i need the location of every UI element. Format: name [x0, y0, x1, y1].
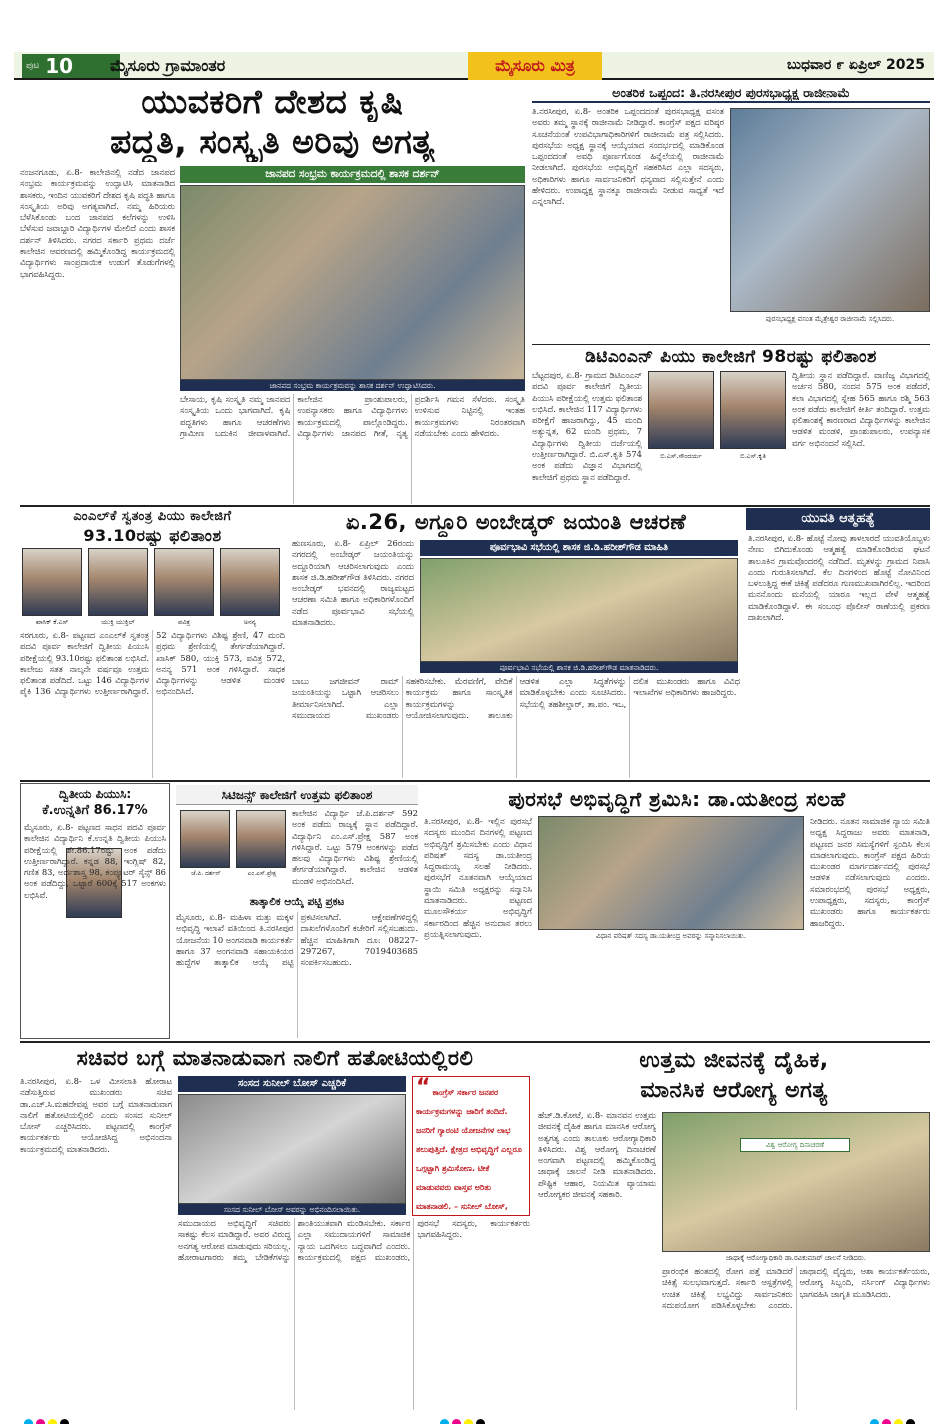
quote-mark-icon: “ [416, 1076, 431, 1100]
story5-body-left: ಹುಣಸೂರು, ಏ.8- ಏಪ್ರಿಲ್ 26ರಂದು ನಗರದಲ್ಲಿ ಅಂಬೇಡ್ಕರ್ ಜಯಂತಿಯನ್ನು ಅದ್ದೂರಿಯಾಗಿ ಆಚರಿಸಲಾಗುವುದು ಎಂದು ಶಾಸಕ ಜಿ.ಡಿ.ಹರೀಶ್‌ಗೌಡ ತಿಳಿಸಿದರು. ನಗರದ ಅಂಬೇಡ್ಕರ್ ಭವನದಲ್ಲಿ ರಾಜ್ಯಮಟ್ಟದ ಆಚರಣಾ ಸಮಿತಿ ಹಾಗೂ ಅಧಿಕಾರಿಗಳೊಂದಿಗೆ ನಡೆದ ಪೂರ್ವಭಾವಿ ಸಭೆಯಲ್ಲಿ ಮಾತನಾಡಿದರು. [292, 538, 414, 628]
page-number: 10 [45, 54, 74, 78]
story10-headline: ಪುರಸಭೆ ಅಭಿವೃದ್ಧಿಗೆ ಶ್ರಮಿಸಿ: ಡಾ.ಯತೀಂದ್ರ ಸಲಹೆ [508, 787, 846, 811]
story2-body: ತಿ.ನರಸೀಪುರ, ಏ.8- ಅಂತರಿಕ ಒಪ್ಪಂದದಂತೆ ಪುರಸಭಾಧ್ಯಕ್ಷ ವಸಂತ ಅವರು ತಮ್ಮ ಸ್ಥಾನಕ್ಕೆ ರಾಜೀನಾಮೆ ನೀಡಿದ್ದಾರೆ. ಕಾಂಗ್ರೆಸ್ ಪಕ್ಷದ ವರಿಷ್ಠರ ಸೂಚನೆಯಂತೆ ಉಪವಿಭಾಗಾಧಿಕಾರಿಗಳಿಗೆ ರಾಜೀನಾಮೆ ಪತ್ರ ಸಲ್ಲಿಸಿದರು. ಪುರಸಭೆಯ ಅಧ್ಯಕ್ಷ ಸ್ಥಾನಕ್ಕೆ ಆಯ್ಕೆಯಾದ ಸಂದರ್ಭದಲ್ಲಿ ಮಾಡಿಕೊಂಡ ಒಪ್ಪಂದದಂತೆ ಅವಧಿ ಪೂರ್ಣಗೊಂಡ ಹಿನ್ನೆಲೆಯಲ್ಲಿ ರಾಜೀನಾಮೆ ನೀಡಲಾಗಿದೆ. ಪುರಸಭೆಯ ಅಭಿವೃದ್ಧಿಗೆ ಸಹಕರಿಸಿದ ಎಲ್ಲಾ ಸದಸ್ಯರು, ಅಧಿಕಾರಿಗಳು ಹಾಗೂ ಸಾರ್ವಜನಿಕರಿಗೆ ಧನ್ಯವಾದ ಸಲ್ಲಿಸುತ್ತೇನೆ ಎಂದು ಹೇಳಿದರು. ಉಪಾಧ್ಯಕ್ಷ ಸ್ಥಾನಕ್ಕೂ ರಾಜೀನಾಮೆ ನೀಡುವ ಸಾಧ್ಯತೆ ಇದೆ ಎನ್ನಲಾಗಿದೆ. [532, 106, 724, 207]
story2-photo-caption: ಪುರಸಭಾಧ್ಯಕ್ಷ ವಸಂತ ಮೈತ್ರೇಶ್ವರ ರಾಜೀನಾಮೆ ಸಲ್ಲಿಸಿದರು. [765, 315, 895, 323]
story3-portrait-2 [720, 371, 786, 449]
story1-subhead: ಜಾನಪದ ಸಂಭ್ರಮ ಕಾರ್ಯಕ್ರಮದಲ್ಲಿ ಶಾಸಕ ದರ್ಶನ್ [180, 166, 525, 183]
story8-portrait-1 [180, 810, 230, 868]
story10-photo-caption: ವಿಧಾನ ಪರಿಷತ್ ಸದಸ್ಯ ಡಾ.ಯತೀಂದ್ರ ಅವರನ್ನು ಸನ್ಮಾನಿಸಲಾಯಿತು. [596, 932, 746, 940]
story4-name-2: ಯುಕ್ತಿ ಯುಕ್ತಿಲ್ [101, 618, 135, 626]
story4-portrait-1 [22, 548, 82, 616]
story3-portrait-1 [648, 371, 714, 449]
page-number-box [22, 54, 120, 78]
story12-headline-line2: ಮಾನಸಿಕ ಆರೋಗ್ಯ ಅಗತ್ಯ [640, 1078, 828, 1103]
story12-banner-text: ವಿಶ್ವ ಆರೋಗ್ಯ ದಿನಾಚರಣೆ [765, 1141, 825, 1149]
story8-portrait-2 [236, 810, 286, 868]
story1-photo-caption: ಜಾನಪದ ಸಂಭ್ರಮ ಕಾರ್ಯಕ್ರಮವನ್ನು ಶಾಸಕ ದರ್ಶನ್ ಉದ್ಘಾಟಿಸಿದರು. [180, 380, 525, 391]
story2-headline: ಅಂತರಿಕ ಒಪ್ಪಂದ: ತಿ.ನರಸೀಪುರ ಪುರಸಭಾಧ್ಯಕ್ಷ ರಾಜೀನಾಮೆ [532, 83, 930, 103]
issue-date: ಬುಧವಾರ ೯ ಏಪ್ರಿಲ್ 2025 [787, 57, 925, 73]
story4-headline-line1: ಎಂಎಲ್‌ಕೆ ಸ್ವತಂತ್ರ ಪಿಯು ಕಾಲೇಜಿಗೆ [73, 509, 232, 524]
story12-body-left: ಹೆಚ್.ಡಿ.ಕೋಟೆ, ಏ.8- ಮಾನವನ ಉತ್ತಮ ಜೀವನಕ್ಕೆ ದೈಹಿಕ ಹಾಗೂ ಮಾನಸಿಕ ಆರೋಗ್ಯ ಅತ್ಯಗತ್ಯ ಎಂದು ತಾಲೂಕು ಆರೋಗ್ಯಾಧಿಕಾರಿ ತಿಳಿಸಿದರು. ವಿಶ್ವ ಆರೋಗ್ಯ ದಿನಾಚರಣೆ ಅಂಗವಾಗಿ ಪಟ್ಟಣದಲ್ಲಿ ಹಮ್ಮಿಕೊಂಡಿದ್ದ ಜಾಥಾಕ್ಕೆ ಚಾಲನೆ ನೀಡಿ ಮಾತನಾಡಿದರು. ಪೌಷ್ಟಿಕ ಆಹಾರ, ನಿಯಮಿತ ವ್ಯಾಯಾಮ ಆರೋಗ್ಯಕರ ಜೀವನಕ್ಕೆ ಸಹಕಾರಿ. [538, 1110, 656, 1200]
story10-body-left: ತಿ.ನರಸೀಪುರ, ಏ.8- ಇಲ್ಲಿನ ಪುರಸಭೆ ಸದಸ್ಯರು ಮುಂದಿನ ದಿನಗಳಲ್ಲಿ ಪಟ್ಟಣದ ಅಭಿವೃದ್ಧಿಗೆ ಶ್ರಮಿಸಬೇಕು ಎಂದು ವಿಧಾನ ಪರಿಷತ್ ಸದಸ್ಯ ಡಾ.ಯತೀಂದ್ರ ಸಿದ್ದರಾಮಯ್ಯ ಸಲಹೆ ನೀಡಿದರು. ಪುರಸಭೆಗೆ ನೂತನವಾಗಿ ಆಯ್ಕೆಯಾದ ಸ್ಥಾಯಿ ಸಮಿತಿ ಅಧ್ಯಕ್ಷರನ್ನು ಸನ್ಮಾನಿಸಿ ಮಾತನಾಡಿದರು. ಪಟ್ಟಣದ ಮೂಲಸೌಕರ್ಯ ಅಭಿವೃದ್ಧಿಗೆ ಸರ್ಕಾರದಿಂದ ಹೆಚ್ಚಿನ ಅನುದಾನ ತರಲು ಪ್ರಯತ್ನಿಸಲಾಗುವುದು. [424, 816, 532, 939]
story12-photo-caption: ಜಾಥಾಕ್ಕೆ ಆರೋಗ್ಯಾಧಿಕಾರಿ ಡಾ.ರವಿಕುಮಾರ್ ಚಾಲನೆ ನೀಡಿದರು. [725, 1254, 867, 1262]
story5-photo [420, 558, 738, 662]
story4-headline-line2: 93.10ರಷ್ಟು ಫಲಿತಾಂಶ [83, 526, 222, 545]
story1-headline-line1: ಯುವಕರಿಗೆ ದೇಶದ ಕೃಷಿ [141, 82, 404, 121]
story3-body-right: ದ್ವಿತೀಯ ಸ್ಥಾನ ಪಡೆದಿದ್ದಾರೆ. ವಾಣಿಜ್ಯ ವಿಭಾಗದಲ್ಲಿ ಅರ್ಚನ 580, ನಂದನ 575 ಅಂಕ ಪಡೆದರೆ, ಕಲಾ ವಿಭಾಗದಲ್ಲಿ ಸ್ನೇಹ 565 ಹಾಗೂ ರಶ್ಮಿ 563 ಅಂಕ ಪಡೆದು ಕಾಲೇಜಿಗೆ ಕೀರ್ತಿ ತಂದಿದ್ದಾರೆ. ಉತ್ತಮ ಫಲಿತಾಂಶಕ್ಕೆ ಕಾರಣರಾದ ವಿದ್ಯಾರ್ಥಿಗಳನ್ನು ಕಾಲೇಜಿನ ಆಡಳಿತ ಮಂಡಳಿ, ಪ್ರಾಂಶುಪಾಲರು, ಉಪನ್ಯಾಸಕ ವರ್ಗ ಅಭಿನಂದನೆ ಸಲ್ಲಿಸಿದೆ. [792, 370, 930, 448]
story9-headline: ತಾತ್ಕಾಲಿಕ ಆಯ್ಕೆ ಪಟ್ಟಿ ಪ್ರಕಟ [249, 896, 345, 908]
story4-name-3: ಪವಿತ್ರ [177, 618, 191, 626]
registration-marks-left [24, 1413, 72, 1424]
story1-body-left: ನಂಜನಗೂಡು, ಏ.8- ಕಾಲೇಜಿನಲ್ಲಿ ನಡೆದ ಜಾನಪದ ಸಂಭ್ರಮ ಕಾರ್ಯಕ್ರಮವನ್ನು ಉದ್ಘಾಟಿಸಿ ಮಾತನಾಡಿದ ಶಾಸಕರು, ಇಂದಿನ ಯುವಕರಿಗೆ ದೇಶದ ಕೃಷಿ ಪದ್ಧತಿ ಹಾಗೂ ಸಂಸ್ಕೃತಿಯ ಅರಿವು ಅಗತ್ಯವಾಗಿದೆ. ನಮ್ಮ ಹಿರಿಯರು ಬೆಳೆಸಿಕೊಂಡು ಬಂದ ಜಾನಪದ ಕಲೆಗಳನ್ನು ಉಳಿಸಿ ಬೆಳೆಸುವ ಜವಾಬ್ದಾರಿ ವಿದ್ಯಾರ್ಥಿಗಳ ಮೇಲಿದೆ ಎಂದು ಶಾಸಕ ದರ್ಶನ್ ತಿಳಿಸಿದರು. ನಗರದ ಸರ್ಕಾರಿ ಪ್ರಥಮ ದರ್ಜೆ ಕಾಲೇಜಿನ ಆವರಣದಲ್ಲಿ ಹಮ್ಮಿಕೊಂಡಿದ್ದ ಕಾರ್ಯಕ್ರಮದಲ್ಲಿ ವಿದ್ಯಾರ್ಥಿಗಳು ಸಾಂಪ್ರದಾಯಿಕ ಉಡುಗೆ ತೊಡುಗೆಗಳಲ್ಲಿ ಭಾಗವಹಿಸಿದ್ದರು. [20, 167, 175, 279]
story3-body-left: ಬೆಟ್ಟದಪುರ, ಏ.8- ಗ್ರಾಮದ ಡಿಟಿಎಂಎನ್ ಪದವಿ ಪೂರ್ವ ಕಾಲೇಜಿಗೆ ದ್ವಿತೀಯ ಪಿಯುಸಿ ಪರೀಕ್ಷೆಯಲ್ಲಿ ಉತ್ತಮ ಫಲಿತಾಂಶ ಲಭಿಸಿದೆ. ಕಾಲೇಜಿನ 117 ವಿದ್ಯಾರ್ಥಿಗಳು ಪರೀಕ್ಷೆಗೆ ಹಾಜರಾಗಿದ್ದು, 45 ಮಂದಿ ಅತ್ಯುನ್ನತ, 62 ಮಂದಿ ಪ್ರಥಮ, 7 ವಿದ್ಯಾರ್ಥಿಗಳು ದ್ವಿತೀಯ ದರ್ಜೆಯಲ್ಲಿ ಉತ್ತೀರ್ಣರಾಗಿದ್ದಾರೆ. ಬಿ.ಎಸ್.ಕೃತಿ 574 ಅಂಕ ಪಡೆದು ವಿಜ್ಞಾನ ವಿಭಾಗದಲ್ಲಿ ಕಾಲೇಜಿಗೆ ಪ್ರಥಮ ಸ್ಥಾನ ಪಡೆದಿದ್ದಾರೆ. [532, 370, 642, 482]
story3-headline: ಡಿಟಿಎಂಎನ್ ಪಿಯು ಕಾಲೇಜಿಗೆ 98ರಷ್ಟು ಫಲಿತಾಂಶ [585, 347, 877, 367]
story2-photo [730, 108, 930, 312]
story5-subhead: ಪೂರ್ವಭಾವಿ ಸಭೆಯಲ್ಲಿ ಶಾಸಕ ಜಿ.ಡಿ.ಹರೀಶ್‌ಗೌಡ ಮಾಹಿತಿ [489, 542, 669, 553]
story11-photo-caption: ಸಂಸದ ಸುನೀಲ್ ಬೋಸ್ ಅವರನ್ನು ಅಭಿನಂದಿಸಲಾಯಿತು. [178, 1204, 406, 1215]
story9-body: ಮೈಸೂರು, ಏ.8- ಮಹಿಳಾ ಮತ್ತು ಮಕ್ಕಳ ಅಭಿವೃದ್ಧಿ ಇಲಾಖೆ ವತಿಯಿಂದ ತಿ.ನರಸೀಪುರ ಯೋಜನೆಯ 10 ಅಂಗನವಾಡಿ ಕಾರ್ಯಕರ್ತೆ ಹಾಗೂ 37 ಅಂಗನವಾಡಿ ಸಹಾಯಕಿಯರ ಹುದ್ದೆಗಳ ತಾತ್ಕಾಲಿಕ ಆಯ್ಕೆ ಪಟ್ಟಿ ಪ್ರಕಟಿಸಲಾಗಿದೆ. ಆಕ್ಷೇಪಣೆಗಳಿದ್ದಲ್ಲಿ ದಾಖಲೆಗಳೊಂದಿಗೆ ಕಚೇರಿಗೆ ಸಲ್ಲಿಸಬಹುದು. ಹೆಚ್ಚಿನ ಮಾಹಿತಿಗಾಗಿ ದೂ: 08227-297267, 7019403685 ಸಂಪರ್ಕಿಸಬಹುದು. [176, 912, 418, 968]
story4-portrait-3 [154, 548, 214, 616]
story7-body: ಮೈಸೂರು, ಏ.8- ಪಟ್ಟಣದ ಸಾಧನ ಪದವಿ ಪೂರ್ವ ಕಾಲೇಜಿನ ವಿದ್ಯಾರ್ಥಿನಿ ಕೆ.ಉನ್ನತಿ ದ್ವಿತೀಯ ಪಿಯುಸಿ ಪರೀಕ್ಷೆಯಲ್ಲಿ ಶೇ.86.17ರಷ್ಟು ಅಂಕ ಪಡೆದು ಉತ್ತೀರ್ಣರಾಗಿದ್ದಾರೆ. ಕನ್ನಡ 88, ಇಂಗ್ಲಿಷ್ 82, ಗಣಿತ 83, ಅರ್ಥಶಾಸ್ತ್ರ 98, ಕಂಪ್ಯೂಟರ್ ಸೈನ್ಸ್ 86 ಅಂಕ ಪಡೆದಿದ್ದು, ಒಟ್ಟಾರೆ 600ಕ್ಕೆ 517 ಅಂಕಗಳು ಲಭಿಸಿವೆ. [24, 822, 166, 900]
story8-caption-2: ಎಂ.ಎಸ್.ಪ್ರೇಕ್ಷ [247, 870, 277, 877]
story4-portrait-2 [88, 548, 148, 616]
story3-caption-2: ಬಿ.ಎಸ್.ಕೃತಿ [740, 452, 766, 460]
story5-headline: ಏ.26, ಅಗ್ದೂರಿ ಅಂಬೇಡ್ಕರ್ ಜಯಂತಿ ಆಚರಣೆ [345, 510, 687, 534]
story11-body-top: ತಿ.ನರಸೀಪುರ, ಏ.8- ಒಳ ಮೀಸಲಾತಿ ಹೋರಾಟ ನಡೆಸುತ್ತಿರುವ ಮುಖಂಡರು ಸಚಿವ ಡಾ.ಎಚ್.ಸಿ.ಮಹದೇವಪ್ಪ ಅವರ ಬಗ್ಗೆ ಮಾತನಾಡುವಾಗ ನಾಲಿಗೆ ಹತೋಟಿಯಲ್ಲಿರಲಿ ಎಂದು ಸಂಸದ ಸುನೀಲ್ ಬೋಸ್ ಎಚ್ಚರಿಸಿದರು. ಪಟ್ಟಣದಲ್ಲಿ ಕಾಂಗ್ರೆಸ್ ಕಾರ್ಯಕರ್ತರು ಆಯೋಜಿಸಿದ್ದ ಅಭಿನಂದನಾ ಕಾರ್ಯಕ್ರಮದಲ್ಲಿ ಮಾತನಾಡಿದರು. [20, 1076, 172, 1154]
section-title: ಮೈಸೂರು ಗ್ರಾಮಾಂತರ [110, 56, 226, 75]
page-label: ಪುಟ [26, 61, 40, 71]
story12-headline-line1: ಉತ್ತಮ ಜೀವನಕ್ಕೆ ದೈಹಿಕ, [639, 1048, 829, 1073]
story11-subhead: ಸಂಸದ ಸುನೀಲ್ ಬೋಸ್ ಎಚ್ಚರಿಕೆ [178, 1076, 406, 1092]
story4-portrait-4 [220, 548, 280, 616]
masthead-title: ಮೈಸೂರು ಮಿತ್ರ [495, 56, 575, 75]
story11-quote-box [412, 1076, 530, 1216]
story11-quote: ಕಾಂಗ್ರೆಸ್ ಸರ್ಕಾರ ಜನಪರ ಕಾರ್ಯಕ್ರಮಗಳನ್ನು ಜಾರಿಗೆ ತಂದಿದೆ. ಜನರಿಗೆ ಗ್ಯಾರಂಟಿ ಯೋಜನೆಗಳ ಲಾಭ ತಲುಪುತ್ತಿದೆ. ಕ್ಷೇತ್ರದ ಅಭಿವೃದ್ಧಿಗೆ ಎಲ್ಲರೂ ಒಗ್ಗಟ್ಟಾಗಿ ಶ್ರಮಿಸೋಣ. ಟೀಕೆ ಮಾಡುವವರು ವಾಸ್ತವ ಅರಿತು ಮಾತನಾಡಲಿ. – ಸುನೀಲ್ ಬೋಸ್, [416, 1088, 522, 1211]
story1-headline-line2: ಪದ್ಧತಿ, ಸಂಸ್ಕೃತಿ ಅರಿವು ಅಗತ್ಯ [110, 122, 435, 161]
story10-body-right: ನೀಡಿದರು. ನೂತನ ಸಾಮಾಜಿಕ ನ್ಯಾಯ ಸಮಿತಿ ಅಧ್ಯಕ್ಷ ಸಿದ್ದರಾಜು ಅವರು ಮಾತನಾಡಿ, ಪಟ್ಟಣದ ಜನರ ಸಮಸ್ಯೆಗಳಿಗೆ ಸ್ಪಂದಿಸಿ ಕೆಲಸ ಮಾಡಲಾಗುವುದು. ಕಾಂಗ್ರೆಸ್ ಪಕ್ಷದ ಹಿರಿಯ ಮುಖಂಡರ ಮಾರ್ಗದರ್ಶನದಲ್ಲಿ ಪುರಸಭೆ ಆಡಳಿತ ನಡೆಸಲಾಗುವುದು ಎಂದರು. ಸಮಾರಂಭದಲ್ಲಿ ಪುರಸಭೆ ಅಧ್ಯಕ್ಷರು, ಉಪಾಧ್ಯಕ್ಷರು, ಸದಸ್ಯರು, ಕಾಂಗ್ರೆಸ್ ಮುಖಂಡರು ಹಾಗೂ ಕಾರ್ಯಕರ್ತರು ಹಾಜರಿದ್ದರು. [810, 816, 930, 928]
story8-headline: ಸಿಟಿಜನ್ಸ್ ಕಾಲೇಜಿಗೆ ಉತ್ತಮ ಫಲಿತಾಂಶ [176, 785, 418, 805]
story6-headline: ಯುವತಿ ಆತ್ಮಹತ್ಯೆ [746, 508, 930, 530]
divider [20, 780, 930, 782]
story8-caption-1: ಜೆ.ಪಿ. ದರ್ಶನ್ [191, 870, 221, 877]
story6-body: ತಿ.ನರಸೀಪುರ, ಏ.8- ಹೊಟ್ಟೆ ನೋವು ತಾಳಲಾರದೆ ಯುವತಿಯೊಬ್ಬಳು ನೇಣು ಬಿಗಿದುಕೊಂಡು ಆತ್ಮಹತ್ಯೆ ಮಾಡಿಕೊಂಡಿರುವ ಘಟನೆ ತಾಲೂಕಿನ ಗ್ರಾಮವೊಂದರಲ್ಲಿ ನಡೆದಿದೆ. ಮೃತಳನ್ನು ಗ್ರಾಮದ ನಿವಾಸಿ ಎಂದು ಗುರುತಿಸಲಾಗಿದೆ. ಕೆಲ ದಿನಗಳಿಂದ ಹೊಟ್ಟೆ ನೋವಿನಿಂದ ಬಳಲುತ್ತಿದ್ದ ಈಕೆ ಚಿಕಿತ್ಸೆ ಪಡೆದರೂ ಗುಣಮುಖವಾಗಿರಲಿಲ್ಲ. ಇದರಿಂದ ಮನನೊಂದು ಮನೆಯಲ್ಲಿ ಯಾರೂ ಇಲ್ಲದ ವೇಳೆ ಆತ್ಮಹತ್ಯೆ ಮಾಡಿಕೊಂಡಿದ್ದಾಳೆ. ಈ ಸಂಬಂಧ ಪೊಲೀಸ್ ಠಾಣೆಯಲ್ಲಿ ಪ್ರಕರಣ ದಾಖಲಾಗಿದೆ. [748, 533, 930, 623]
story4-name-1: ಖಾಸಿಕ್ ಕೆ.ಎಸ್ [35, 618, 69, 626]
story12-photo [662, 1112, 930, 1252]
story11-photo [178, 1094, 406, 1204]
story1-photo [180, 185, 525, 380]
story1-body-bottom: ಬೇಸಾಯ, ಕೃಷಿ ಸಂಸ್ಕೃತಿ ನಮ್ಮ ಜಾನಪದ ಸಂಸ್ಕೃತಿಯ ಒಂದು ಭಾಗವಾಗಿದೆ. ಕೃಷಿ ಪದ್ಧತಿಗಳು ಹಾಗೂ ಆಚರಣೆಗಳು ಗ್ರಾಮೀಣ ಬದುಕಿನ ಜೀವಾಳವಾಗಿವೆ. ಕಾಲೇಜಿನ ಪ್ರಾಂಶುಪಾಲರು, ಉಪನ್ಯಾಸಕರು ಹಾಗೂ ವಿದ್ಯಾರ್ಥಿಗಳು ಕಾರ್ಯಕ್ರಮದಲ್ಲಿ ಪಾಲ್ಗೊಂಡಿದ್ದರು. ವಿದ್ಯಾರ್ಥಿಗಳು ಜಾನಪದ ಗೀತೆ, ನೃತ್ಯ ಪ್ರದರ್ಶಿಸಿ ಗಮನ ಸೆಳೆದರು. ಸಂಸ್ಕೃತಿ ಉಳಿಸುವ ನಿಟ್ಟಿನಲ್ಲಿ ಇಂತಹ ಕಾರ್ಯಕ್ರಮಗಳು ನಿರಂತರವಾಗಿ ನಡೆಯಬೇಕು ಎಂದು ಹೇಳಿದರು. [180, 394, 525, 438]
story12-body-right: ಪ್ರಾರಂಭಿಕ ಹಂತದಲ್ಲಿ ರೋಗ ಪತ್ತೆ ಮಾಡಿದರೆ ಚಿಕಿತ್ಸೆ ಸುಲಭವಾಗುತ್ತದೆ. ಸರ್ಕಾರಿ ಆಸ್ಪತ್ರೆಗಳಲ್ಲಿ ಉಚಿತ ಚಿಕಿತ್ಸೆ ಲಭ್ಯವಿದ್ದು ಸಾರ್ವಜನಿಕರು ಸದುಪಯೋಗ ಪಡಿಸಿಕೊಳ್ಳಬೇಕು ಎಂದರು. ಜಾಥಾದಲ್ಲಿ ವೈದ್ಯರು, ಆಶಾ ಕಾರ್ಯಕರ್ತೆಯರು, ಆರೋಗ್ಯ ಸಿಬ್ಬಂದಿ, ನರ್ಸಿಂಗ್ ವಿದ್ಯಾರ್ಥಿಗಳು ಭಾಗವಹಿಸಿ ಜಾಗೃತಿ ಮೂಡಿಸಿದರು. [662, 1266, 930, 1310]
story5-body-right: ಬಾಬು ಜಗಜೀವನ್ ರಾಮ್ ಜಯಂತಿಯನ್ನು ಒಟ್ಟಾಗಿ ಆಚರಿಸಲು ತೀರ್ಮಾನಿಸಲಾಗಿದೆ. ಎಲ್ಲಾ ಸಮುದಾಯದ ಮುಖಂಡರು ಸಹಕರಿಸಬೇಕು. ಮೆರವಣಿಗೆ, ವೇದಿಕೆ ಕಾರ್ಯಕ್ರಮ ಹಾಗೂ ಸಾಂಸ್ಕೃತಿಕ ಕಾರ್ಯಕ್ರಮಗಳನ್ನು ಆಯೋಜಿಸಲಾಗುವುದು. ತಾಲೂಕು ಆಡಳಿತ ಎಲ್ಲಾ ಸಿದ್ಧತೆಗಳನ್ನು ಮಾಡಿಕೊಳ್ಳಬೇಕು ಎಂದು ಸೂಚಿಸಿದರು. ಸಭೆಯಲ್ಲಿ ತಹಶೀಲ್ದಾರ್, ತಾ.ಪಂ. ಇಒ, ದಲಿತ ಮುಖಂಡರು ಹಾಗೂ ವಿವಿಧ ಇಲಾಖೆಗಳ ಅಧಿಕಾರಿಗಳು ಹಾಜರಿದ್ದರು. [292, 676, 740, 720]
story8-body: ಕಾಲೇಜಿನ ವಿದ್ಯಾರ್ಥಿ ಜೆ.ಪಿ.ದರ್ಶನ್ 592 ಅಂಕ ಪಡೆದು ರಾಜ್ಯಕ್ಕೆ ಸ್ಥಾನ ಪಡೆದಿದ್ದಾರೆ. ವಿದ್ಯಾರ್ಥಿನಿ ಎಂ.ಎಸ್.ಪ್ರೇಕ್ಷ 587 ಅಂಕ ಗಳಿಸಿದ್ದಾರೆ. ಒಟ್ಟು 579 ಅಂಕಗಳನ್ನು ಪಡೆದ ಹಲವು ವಿದ್ಯಾರ್ಥಿಗಳು ವಿಶಿಷ್ಟ ಶ್ರೇಣಿಯಲ್ಲಿ ತೇರ್ಗಡೆಯಾಗಿದ್ದಾರೆ. ಕಾಲೇಜಿನ ಆಡಳಿತ ಮಂಡಳಿ ಅಭಿನಂದಿಸಿದೆ. [292, 808, 418, 886]
story4-name-4: ಅನನ್ಯ [243, 618, 257, 626]
story12-banner [740, 1138, 850, 1152]
story7-headline-line2: ಕೆ.ಉನ್ನತಿಗೆ 86.17% [42, 803, 148, 818]
story10-photo [538, 816, 804, 930]
story3-caption-1: ಬಿ.ಎಸ್.ಸೌಂದರ್ಯ [660, 452, 702, 460]
registration-marks-right [870, 1413, 918, 1424]
registration-marks-center [440, 1413, 488, 1424]
story7-headline-line1: ದ್ವಿತೀಯ ಪಿಯುಸಿ: [58, 787, 132, 801]
story5-photo-caption: ಪೂರ್ವಭಾವಿ ಸಭೆಯಲ್ಲಿ ಶಾಸಕ ಜಿ.ಡಿ.ಹರೀಶ್‌ಗೌಡ ಮಾತನಾಡಿದರು. [420, 662, 738, 673]
story4-body: ಸರಗೂರು, ಏ.8- ಪಟ್ಟಣದ ಎಂಎಲ್‌ಕೆ ಸ್ವತಂತ್ರ ಪದವಿ ಪೂರ್ವ ಕಾಲೇಜಿಗೆ ದ್ವಿತೀಯ ಪಿಯುಸಿ ಪರೀಕ್ಷೆಯಲ್ಲಿ 93.10ರಷ್ಟು ಫಲಿತಾಂಶ ಲಭಿಸಿದೆ. ಕಾಲೇಜು ಸತತ ನಾಲ್ಕನೇ ವರ್ಷವೂ ಉತ್ತಮ ಫಲಿತಾಂಶ ಪಡೆದಿದೆ. ಒಟ್ಟು 146 ವಿದ್ಯಾರ್ಥಿಗಳ ಪೈಕಿ 136 ವಿದ್ಯಾರ್ಥಿಗಳು ಉತ್ತೀರ್ಣರಾಗಿದ್ದಾರೆ. 52 ವಿದ್ಯಾರ್ಥಿಗಳು ವಿಶಿಷ್ಟ ಶ್ರೇಣಿ, 47 ಮಂದಿ ಪ್ರಥಮ ಶ್ರೇಣಿಯಲ್ಲಿ ತೇರ್ಗಡೆಯಾಗಿದ್ದಾರೆ. ಖಾಸಿಕ್ 580, ಯುಕ್ತಿ 573, ಪವಿತ್ರ 572, ಅನನ್ಯ 571 ಅಂಕ ಗಳಿಸಿದ್ದಾರೆ. ಸಾಧಕ ವಿದ್ಯಾರ್ಥಿಗಳನ್ನು ಆಡಳಿತ ಮಂಡಳಿ ಅಭಿನಂದಿಸಿದೆ. [20, 630, 285, 697]
story11-body-bottom: ಸಮುದಾಯದ ಅಭಿವೃದ್ಧಿಗೆ ಸಚಿವರು ಸಾಕಷ್ಟು ಕೆಲಸ ಮಾಡಿದ್ದಾರೆ. ಅವರ ವಿರುದ್ಧ ಅನಗತ್ಯ ಆರೋಪ ಮಾಡುವುದು ಸರಿಯಲ್ಲ. ಹೋರಾಟಗಾರರು ತಮ್ಮ ಬೇಡಿಕೆಗಳನ್ನು ಶಾಂತಿಯುತವಾಗಿ ಮಂಡಿಸಬೇಕು. ಸರ್ಕಾರ ಎಲ್ಲಾ ಸಮುದಾಯಗಳಿಗೆ ಸಾಮಾಜಿಕ ನ್ಯಾಯ ಒದಗಿಸಲು ಬದ್ಧವಾಗಿದೆ ಎಂದರು. ಕಾರ್ಯಕ್ರಮದಲ್ಲಿ ಪಕ್ಷದ ಮುಖಂಡರು, ಪುರಸಭೆ ಸದಸ್ಯರು, ಕಾರ್ಯಕರ್ತರು ಭಾಗವಹಿಸಿದ್ದರು. [178, 1218, 530, 1262]
story11-headline: ಸಚಿವರ ಬಗ್ಗೆ ಮಾತನಾಡುವಾಗ ನಾಲಿಗೆ ಹತೋಟಿಯಲ್ಲಿರಲಿ [76, 1046, 474, 1070]
masthead [468, 52, 602, 80]
